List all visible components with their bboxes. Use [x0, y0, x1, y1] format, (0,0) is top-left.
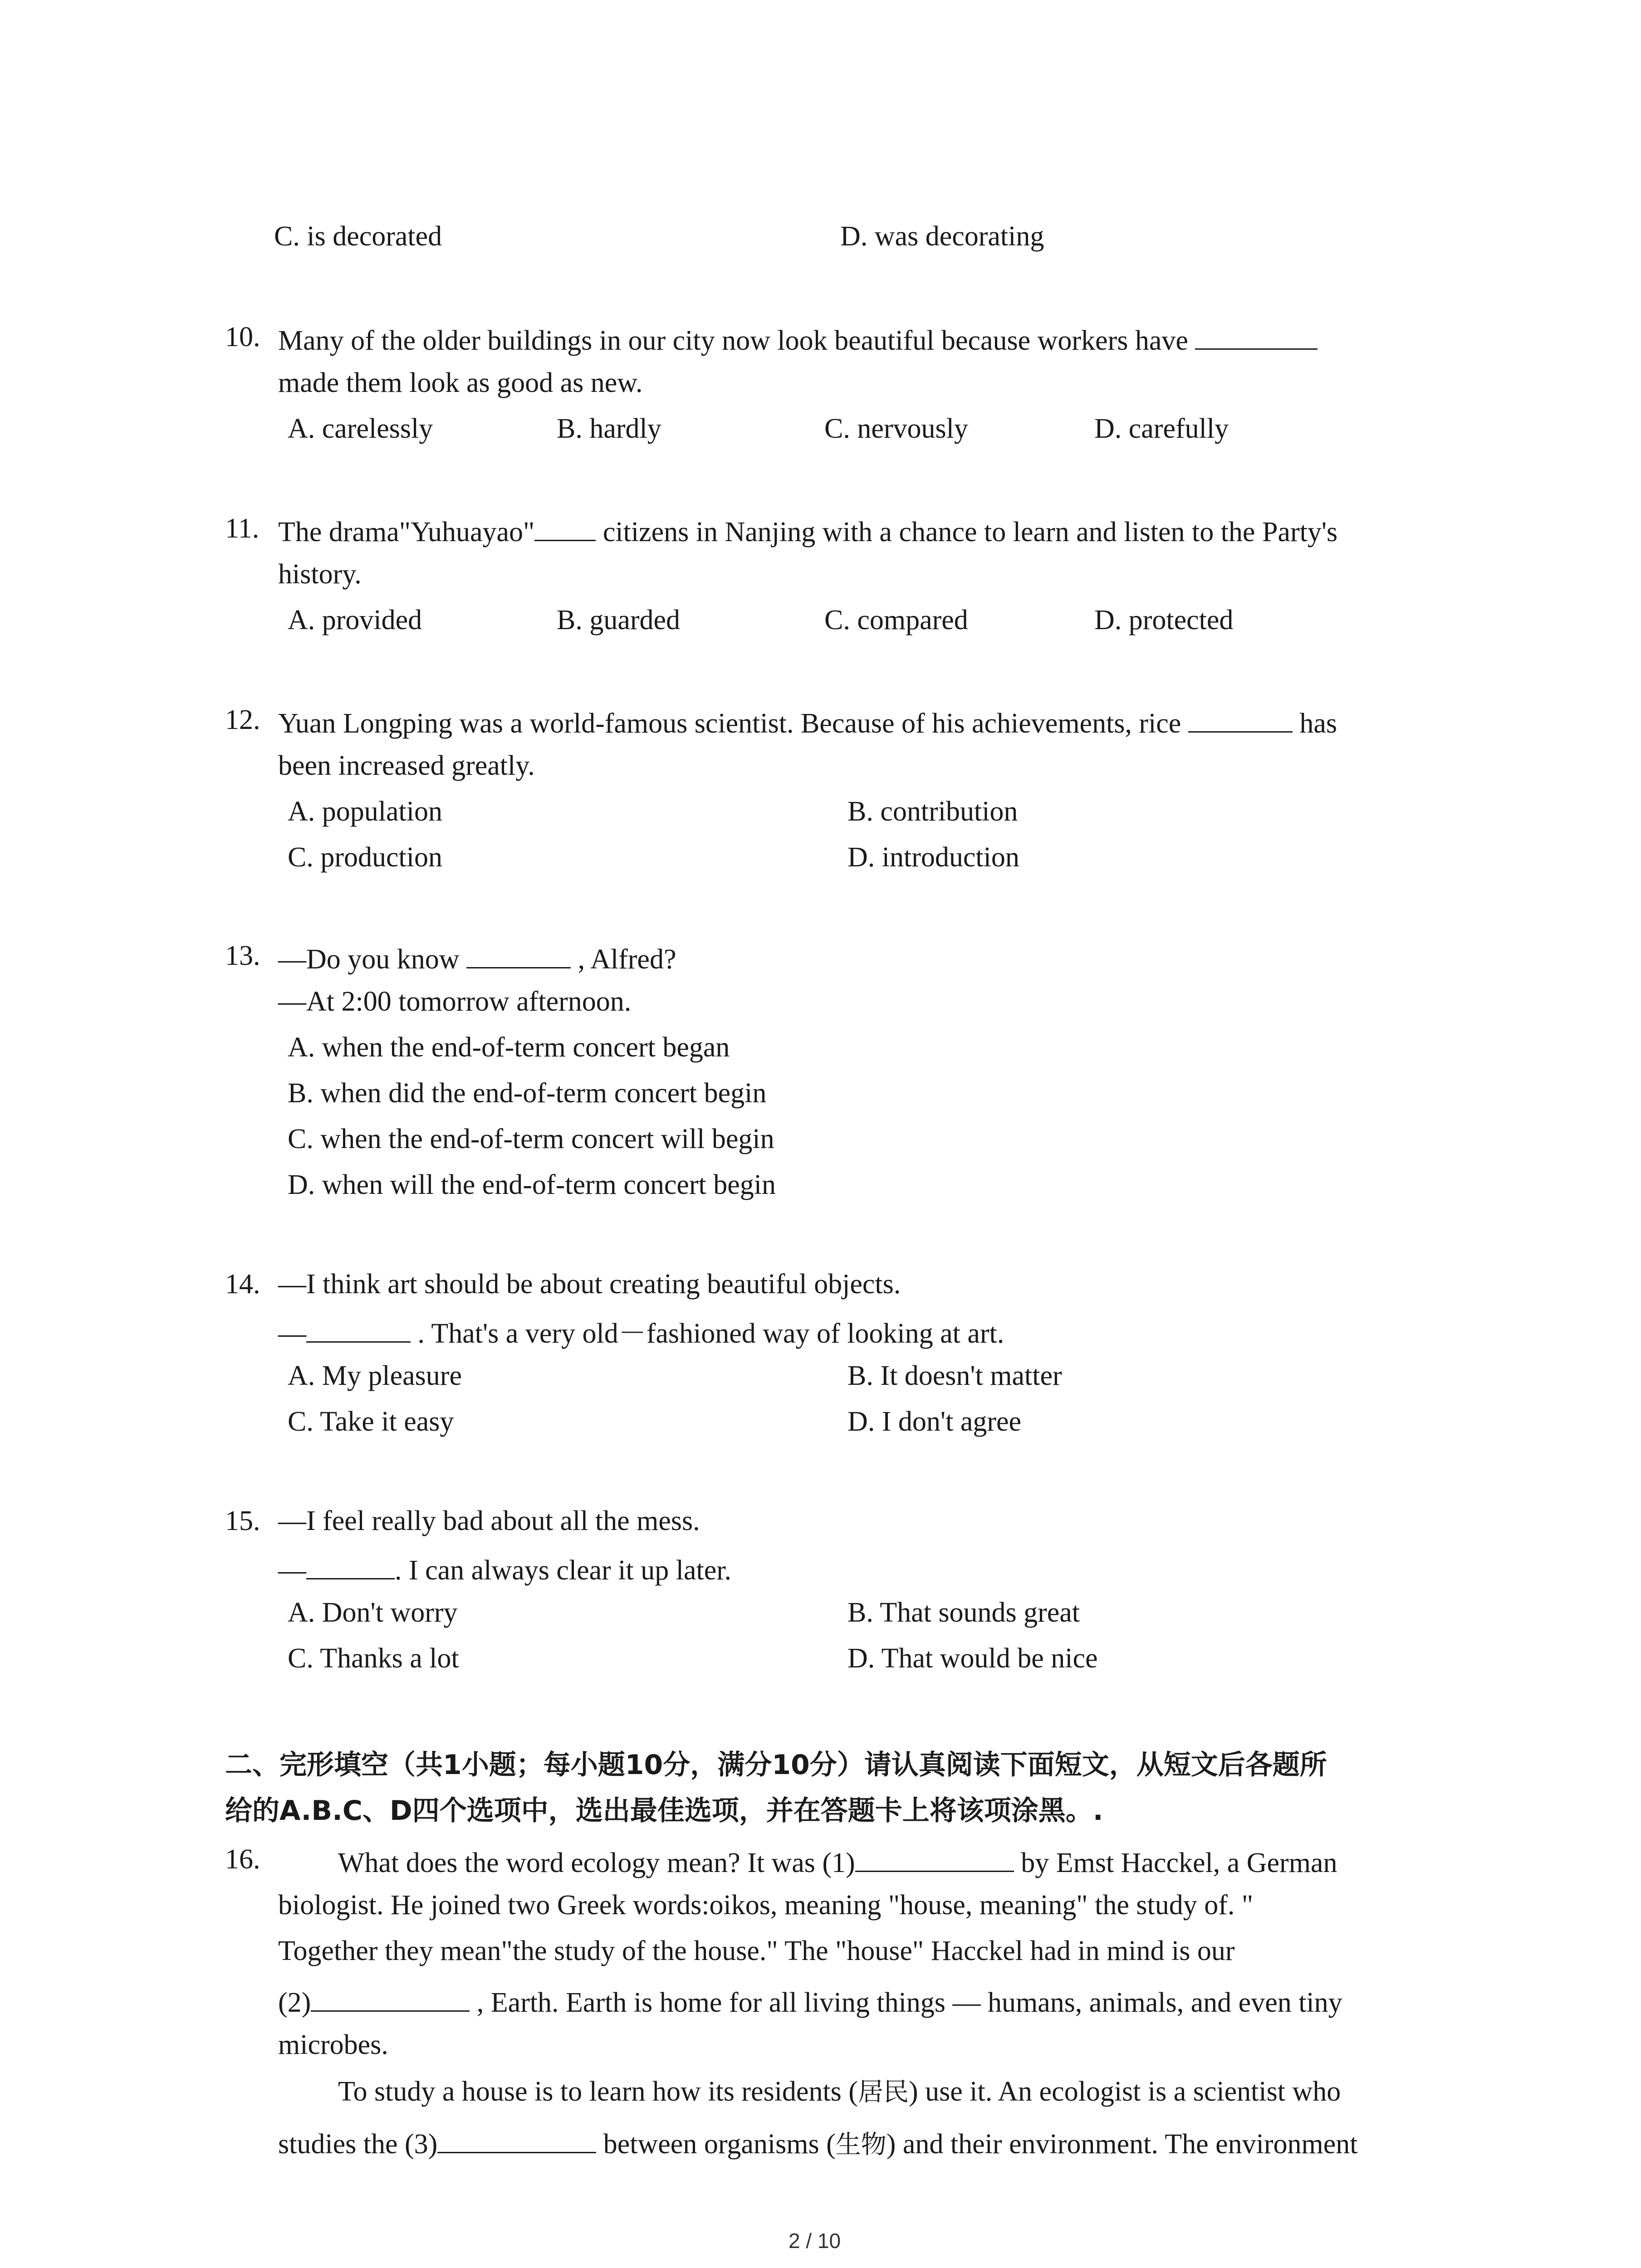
question-number: 14. [225, 1269, 260, 1300]
question-stem-cont: history. [278, 559, 362, 590]
passage-line: What does the word ecology mean? It was (1) by Emst Hacckel, a German [338, 1845, 1337, 1877]
question-number: 11. [225, 513, 260, 544]
option-c: C. when the end-of-term concert will begin [288, 1124, 774, 1154]
option-b: B. contribution [847, 796, 1018, 827]
question-number: 10. [225, 322, 260, 352]
q9-option-c: C. is decorated [274, 221, 442, 252]
option-c: C. compared [824, 605, 968, 635]
option-b: B. guarded [557, 605, 681, 635]
passage-line: studies the (3) between organisms (生物) and their environment. The environment [278, 2126, 1358, 2158]
answer-blank [466, 942, 571, 968]
passage-line: microbes. [278, 2029, 388, 2060]
option-b: B. It doesn't matter [847, 1360, 1062, 1391]
option-c: C. production [288, 842, 442, 873]
question-number: 15. [225, 1505, 260, 1536]
question-stem-cont: made them look as good as new. [278, 367, 643, 398]
option-d: D. I don't agree [847, 1406, 1022, 1437]
question-reply: — . That's a very old－fashioned way of looking at art. [278, 1316, 1004, 1348]
passage-line: biologist. He joined two Greek words:oikos, meaning "house, meaning" the study of. " [278, 1890, 1254, 1921]
question-stem: —Do you know , Alfred? [278, 942, 676, 973]
option-d: D. protected [1094, 605, 1234, 635]
option-a: A. carelessly [288, 413, 433, 444]
question-number: 16. [225, 1844, 260, 1875]
cloze-blank-2 [311, 1985, 470, 2012]
passage-line: (2) , Earth. Earth is home for all living things — humans, animals, and even tiny [278, 1985, 1342, 2017]
option-a: A. My pleasure [288, 1360, 462, 1391]
answer-blank [1188, 706, 1293, 733]
cloze-blank-3 [437, 2126, 596, 2153]
option-a: A. provided [288, 605, 422, 635]
option-b: B. when did the end-of-term concert begin [288, 1078, 767, 1109]
option-c: C. Take it easy [288, 1406, 454, 1437]
option-b: B. That sounds great [847, 1597, 1080, 1628]
option-c: C. nervously [824, 413, 968, 444]
option-d: D. That would be nice [847, 1643, 1098, 1674]
option-a: A. population [288, 796, 442, 827]
passage-line: To study a house is to learn how its residents (居民) use it. An ecologist is a scientist who [338, 2076, 1341, 2107]
answer-blank [534, 514, 596, 541]
page-number: 2 / 10 [789, 2229, 841, 2253]
answer-blank [306, 1553, 395, 1579]
option-d: D. carefully [1094, 413, 1229, 444]
question-stem: Many of the older buildings in our city now look beautiful because workers have [278, 323, 1318, 355]
option-a: A. Don't worry [288, 1597, 458, 1628]
option-d: D. introduction [847, 842, 1019, 873]
option-c: C. Thanks a lot [288, 1643, 459, 1674]
question-stem: —I think art should be about creating beautiful objects. [278, 1269, 901, 1300]
option-b: B. hardly [557, 413, 661, 444]
answer-blank [1195, 323, 1318, 350]
section-heading-line1: 二、完形填空（共1小题；每小题10分，满分10分）请认真阅读下面短文，从短文后各题所 [225, 1749, 1327, 1781]
section-heading-line2: 给的A.B.C、D四个选项中，选出最佳选项，并在答题卡上将该项涂黑。. [225, 1795, 1103, 1827]
question-stem: —I feel really bad about all the mess. [278, 1505, 700, 1536]
question-number: 12. [225, 704, 260, 735]
q9-option-d: D. was decorating [840, 221, 1044, 252]
question-stem: Yuan Longping was a world-famous scientist. Because of his achievements, rice has [278, 706, 1337, 738]
question-number: 13. [225, 940, 260, 971]
question-reply: —At 2:00 tomorrow afternoon. [278, 986, 632, 1017]
answer-blank [306, 1316, 411, 1343]
option-a: A. when the end-of-term concert began [288, 1032, 730, 1063]
question-stem: The drama"Yuhuayao" citizens in Nanjing with a chance to learn and listen to the Party's [278, 514, 1337, 546]
option-d: D. when will the end-of-term concert begin [288, 1169, 776, 1200]
cloze-blank-1 [855, 1845, 1014, 1872]
question-stem-cont: been increased greatly. [278, 750, 535, 781]
question-reply: — . I can always clear it up later. [278, 1553, 731, 1584]
passage-line: Together they mean"the study of the house." The "house" Hacckel had in mind is our [278, 1936, 1235, 1966]
